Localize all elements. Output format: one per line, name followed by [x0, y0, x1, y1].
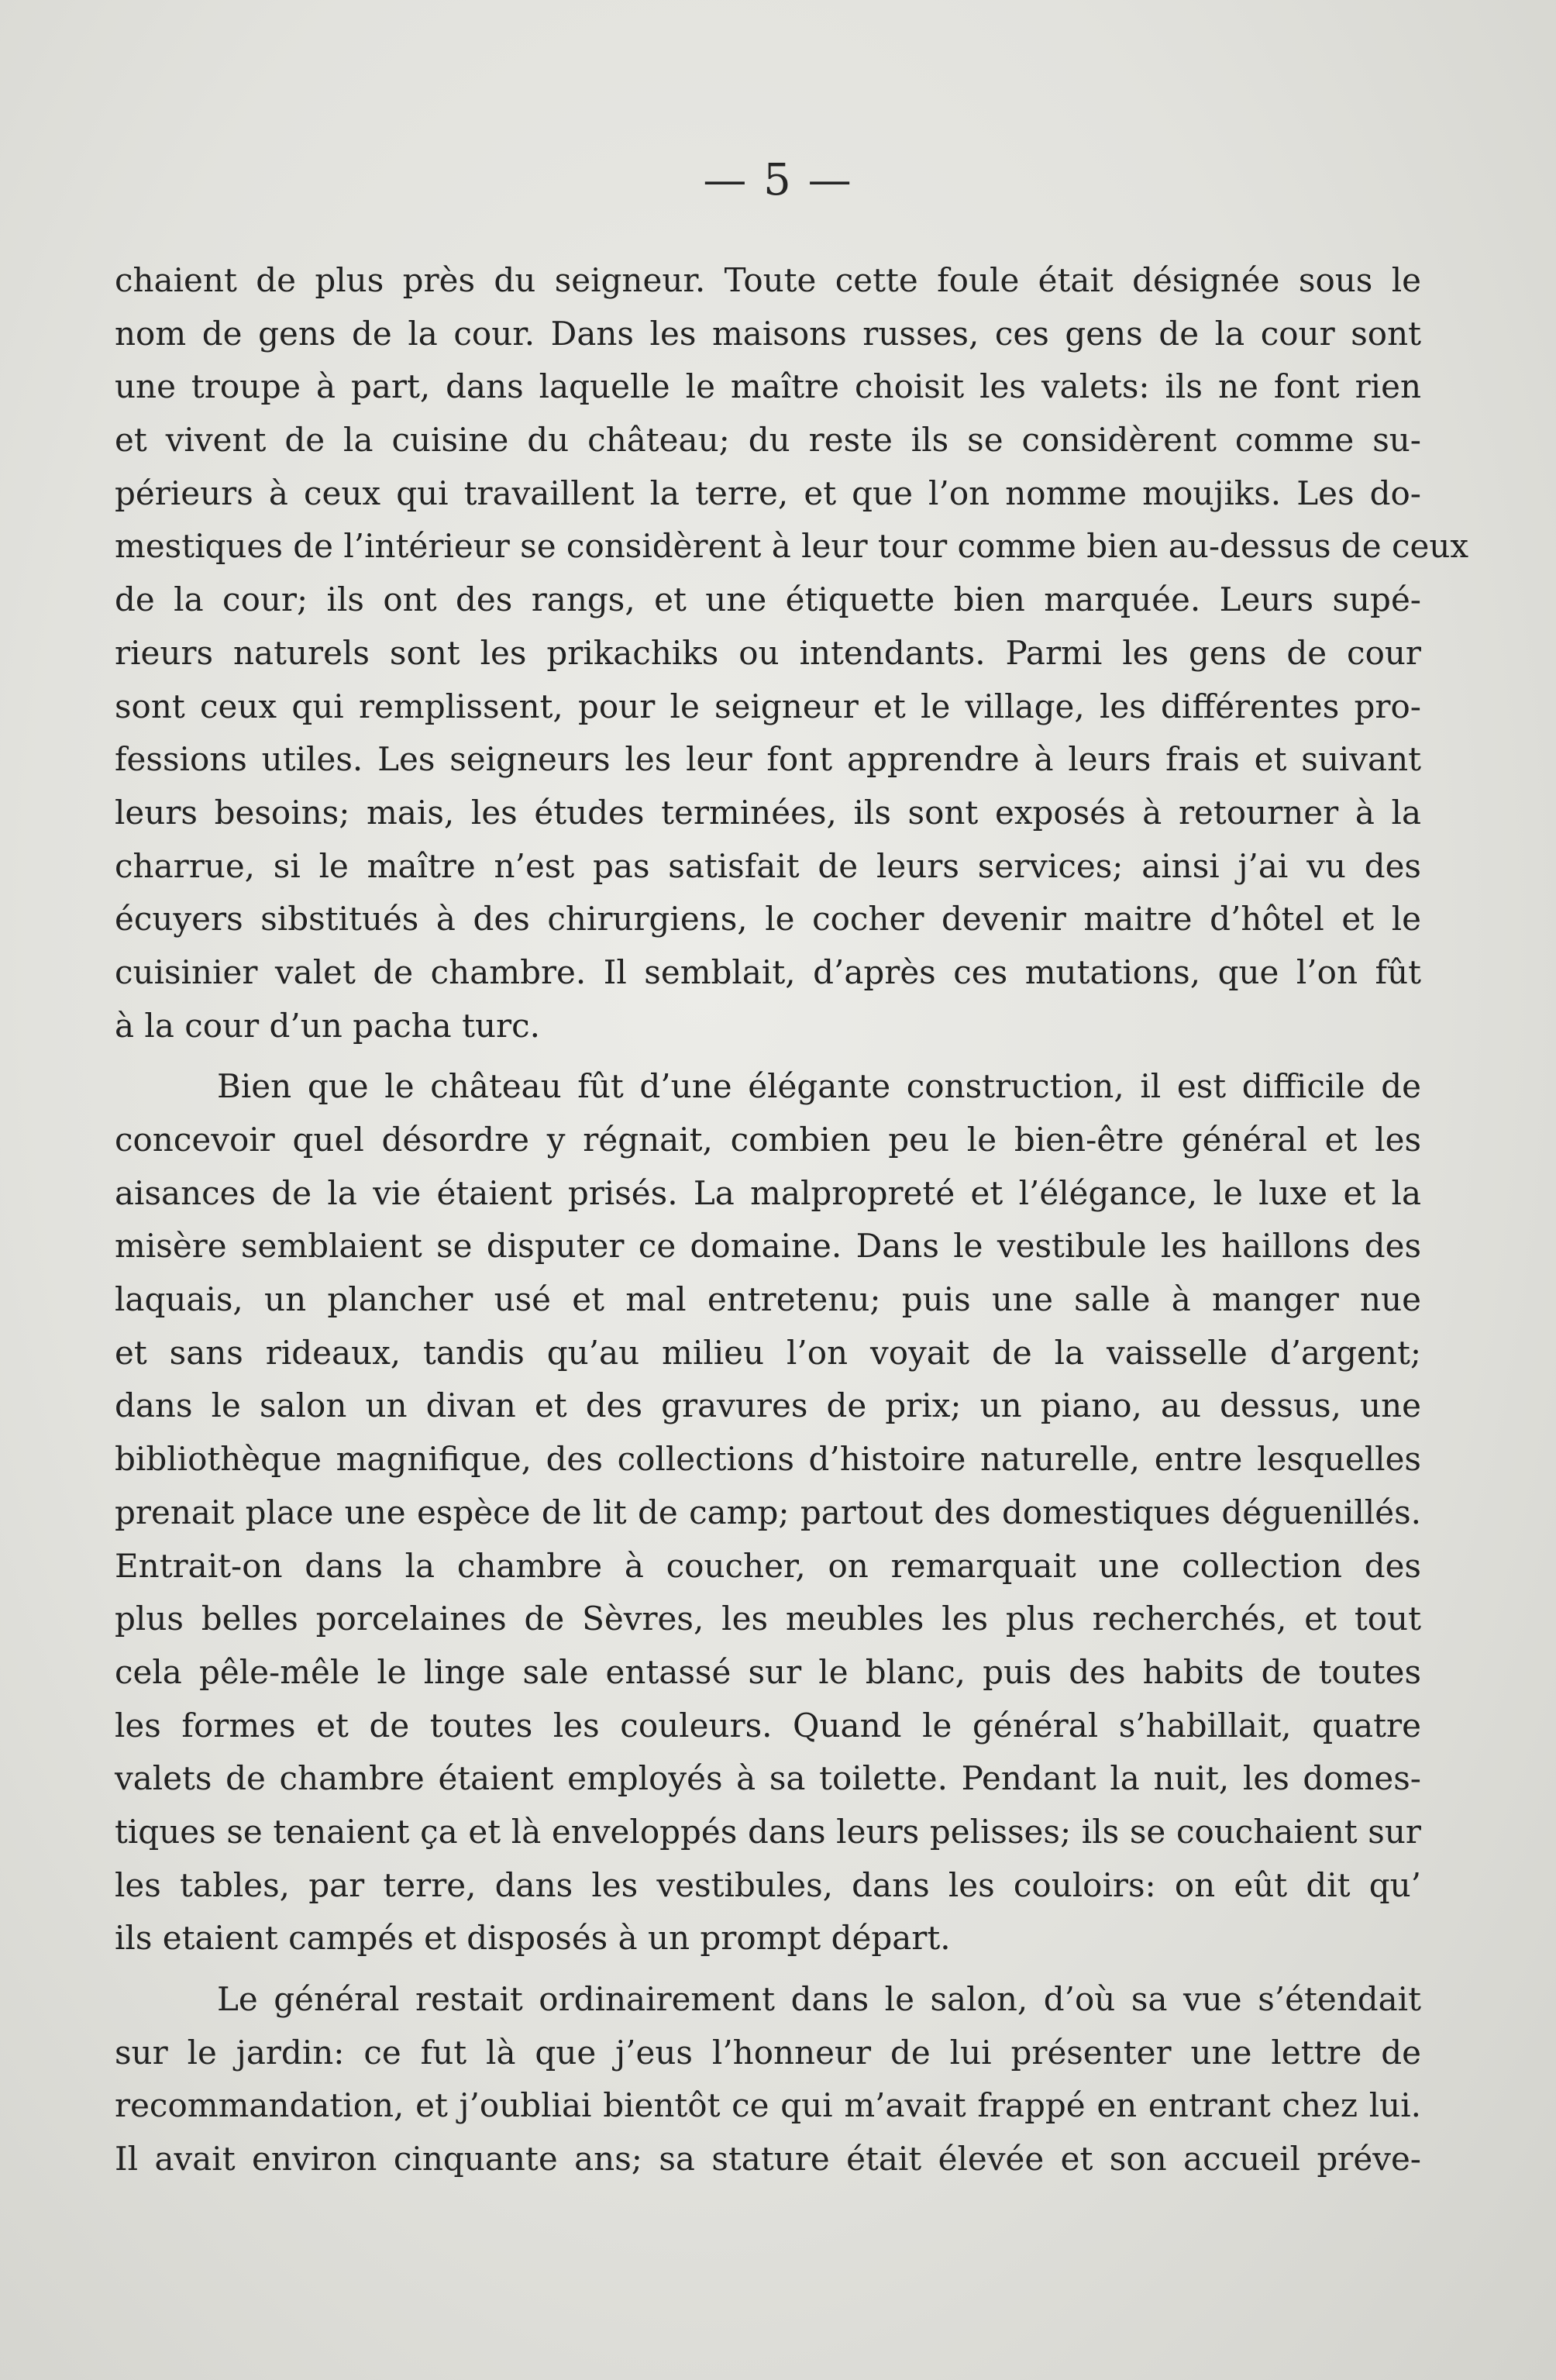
text-line: Bien que le château fût d’une élégante construction, il est difficile de: [217, 1067, 1421, 1106]
text-line: à la cour d’un pacha turc.: [115, 1006, 540, 1045]
text-line: prenait place une espèce de lit de camp; partout des domestiques déguenillés.: [115, 1493, 1421, 1531]
text-line: nom de gens de la cour. Dans les maisons russes, ces gens de la cour sont: [115, 314, 1421, 353]
text-line: misère semblaient se disputer ce domaine. Dans le vestibule les haillons des: [115, 1227, 1421, 1266]
body-text: [115, 254, 1469, 2186]
text-line: charrue, si le maître n’est pas satisfait de leurs services; ainsi j’ai vu des: [115, 846, 1421, 885]
text-line: une troupe à part, dans laquelle le maître choisit les valets: ils ne font rien: [115, 367, 1421, 406]
text-line: les formes et de toutes les couleurs. Quand le général s’habillait, quatre: [115, 1706, 1421, 1745]
text-line: tiques se tenaient ça et là enveloppés dans leurs pelisses; ils se couchaient sur: [115, 1812, 1421, 1851]
text-line: cuisinier valet de chambre. Il semblait, d’après ces mutations, que l’on fût: [115, 952, 1421, 991]
text-line: et vivent de la cuisine du château; du reste ils se considèrent comme su-: [115, 421, 1421, 460]
text-line: et sans rideaux, tandis qu’au milieu l’on voyait de la vaisselle d’argent;: [115, 1333, 1421, 1372]
text-line: cela pêle-mêle le linge sale entassé sur le blanc, puis des habits de toutes: [115, 1652, 1421, 1691]
text-line: recommandation, et j’oubliai bientôt ce qui m’avait frappé en entrant chez lui.: [115, 2086, 1421, 2125]
text-line: sur le jardin: ce fut là que j’eus l’honneur de lui présenter une lettre de: [115, 2033, 1421, 2072]
text-line: Entrait-on dans la chambre à coucher, on remarquait une collection des: [115, 1546, 1421, 1585]
text-line: chaient de plus près du seigneur. Toute cette foule était désignée sous le: [115, 261, 1421, 299]
text-line: fessions utiles. Les seigneurs les leur font apprendre à leurs frais et suivant: [115, 740, 1421, 779]
text-line: valets de chambre étaient employés à sa toilette. Pendant la nuit, les domes-: [115, 1759, 1421, 1798]
text-line: ils etaient campés et disposés à un prompt départ.: [115, 1919, 951, 1958]
text-line: Il avait environ cinquante ans; sa stature était élevée et son accueil préve-: [115, 2140, 1421, 2179]
paragraph-1: [115, 254, 1469, 1052]
text-line: périeurs à ceux qui travaillent la terre, et que l’on nomme moujiks. Les do-: [115, 474, 1421, 512]
text-line: de la cour; ils ont des rangs, et une étiquette bien marquée. Leurs supé-: [115, 580, 1421, 619]
text-line: rieurs naturels sont les prikachiks ou intendants. Parmi les gens de cour: [115, 633, 1421, 672]
text-line: dans le salon un divan et des gravures de prix; un piano, au dessus, une: [115, 1386, 1421, 1425]
text-line: écuyers sibstitués à des chirurgiens, le cocher devenir maitre d’hôtel et le: [115, 900, 1421, 939]
paragraph-2: [115, 1060, 1421, 1965]
text-line: mestiques de l’intérieur se considèrent à leur tour comme bien au-dessus de ceux: [115, 527, 1469, 566]
page-number: — 5 —: [703, 155, 853, 205]
text-line: leurs besoins; mais, les études terminées, ils sont exposés à retourner à la: [115, 793, 1421, 832]
text-line: les tables, par terre, dans les vestibules, dans les couloirs: on eût dit qu’: [115, 1865, 1421, 1904]
text-line: plus belles porcelaines de Sèvres, les meubles les plus recherchés, et tout: [115, 1600, 1421, 1638]
text-line: sont ceux qui remplissent, pour le seigneur et le village, les différentes pro-: [115, 687, 1421, 725]
text-line: bibliothèque magnifique, des collections d’histoire naturelle, entre lesquelles: [115, 1440, 1421, 1479]
text-line: aisances de la vie étaient prisés. La malpropreté et l’élégance, le luxe et la: [115, 1173, 1421, 1212]
paragraph-3: [115, 1973, 1421, 2186]
text-line: laquais, un plancher usé et mal entretenu; puis une salle à manger nue: [115, 1280, 1421, 1319]
text-line: Le général restait ordinairement dans le salon, d’où sa vue s’étendait: [217, 1980, 1421, 2018]
text-line: concevoir quel désordre y régnait, combien peu le bien-être général et les: [115, 1121, 1421, 1159]
